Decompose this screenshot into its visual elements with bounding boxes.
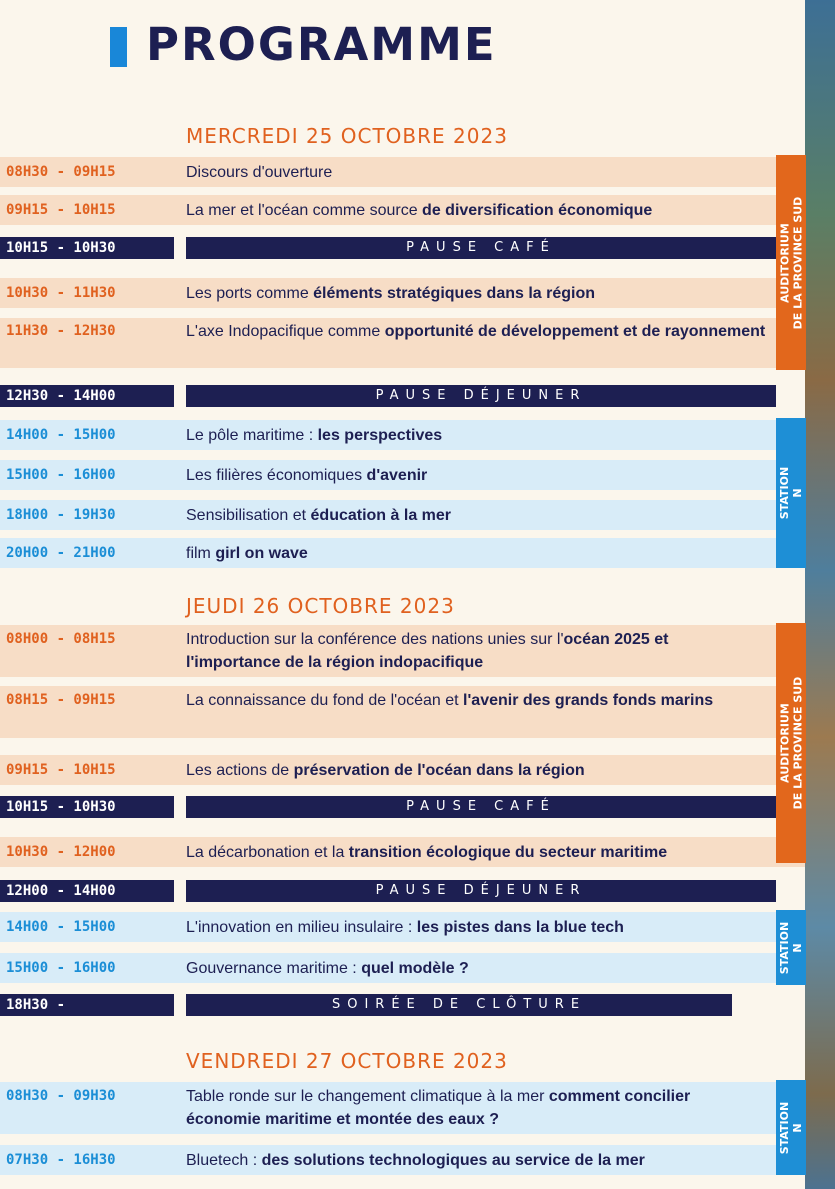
- session-row: [0, 318, 805, 368]
- session-row: [0, 278, 805, 308]
- session-title-text: Bluetech :: [186, 1151, 262, 1169]
- session-time: 08H30 - 09H30: [6, 1088, 116, 1104]
- session-title-bold: girl on wave: [215, 544, 308, 562]
- room-label-text: [778, 677, 804, 810]
- session-time: 11H30 - 12H30: [6, 323, 116, 339]
- room-line-1: AUDITORIUM: [778, 703, 792, 783]
- room-label-text: [778, 921, 804, 973]
- pause-label: PAUSE CAFÉ: [186, 796, 776, 818]
- room-line-2: DE LA PROVINCE SUD: [791, 676, 805, 810]
- session-row: [0, 837, 805, 867]
- session-title: [186, 504, 766, 527]
- session-title: [186, 1085, 766, 1131]
- session-title-bold: éléments stratégiques dans la région: [313, 284, 596, 302]
- room-label: [776, 910, 806, 985]
- session-row: [0, 912, 805, 942]
- room-line-1: STATION: [778, 1101, 792, 1154]
- session-title: [186, 161, 766, 184]
- session-time: 08H30 - 09H15: [6, 164, 116, 180]
- session-time: 15H00 - 16H00: [6, 960, 116, 976]
- session-title: [186, 628, 766, 674]
- session-title: [186, 282, 766, 305]
- session-title-bold: préservation de l'océan dans la région: [293, 761, 585, 779]
- session-row: [0, 460, 805, 490]
- session-title: [186, 841, 766, 864]
- session-title-text: L'innovation en milieu insulaire :: [186, 918, 417, 936]
- session-time: 09H15 - 10H15: [6, 762, 116, 778]
- room-label-text: [778, 1101, 804, 1153]
- pause-row: [0, 796, 835, 818]
- session-title-text: Sensibilisation et: [186, 506, 311, 524]
- session-title-text: Les filières économiques: [186, 466, 367, 484]
- session-row: [0, 686, 805, 738]
- session-title-text: film: [186, 544, 216, 562]
- room-label: [776, 155, 806, 370]
- session-time: 10H15 - 10H30: [0, 796, 174, 818]
- room-line-1: STATION: [778, 466, 792, 520]
- title-accent-bar: [110, 27, 127, 67]
- session-time: 08H00 - 08H15: [6, 631, 116, 647]
- session-title: [186, 759, 766, 782]
- session-time: 18H30 -: [0, 994, 174, 1016]
- session-row: [0, 500, 805, 530]
- session-title-bold: éducation à la mer: [310, 506, 452, 524]
- session-title-text: Gouvernance maritime :: [186, 959, 362, 977]
- room-label: [776, 623, 806, 863]
- session-time: 09H15 - 10H15: [6, 202, 116, 218]
- pause-label: SOIRÉE DE CLÔTURE: [186, 994, 732, 1016]
- session-title-bold: océan 2025 et l'importance de la région indopacifique: [186, 630, 669, 671]
- session-title: [186, 424, 766, 447]
- room-label: [776, 418, 806, 568]
- pause-label: PAUSE CAFÉ: [186, 237, 776, 259]
- room-line-1: AUDITORIUM: [778, 222, 792, 303]
- day-title: VENDREDI 27 OCTOBRE 2023: [186, 1049, 508, 1073]
- session-title-bold: des solutions technologiques au service de la mer: [261, 1151, 645, 1169]
- session-row: [0, 625, 805, 677]
- session-title-text: Les actions de: [186, 761, 294, 779]
- session-title-bold: les pistes dans la blue tech: [416, 918, 624, 936]
- session-title: [186, 916, 766, 939]
- session-time: 14H00 - 15H00: [6, 427, 116, 443]
- session-title-text: Les ports comme: [186, 284, 314, 302]
- session-time: 20H00 - 21H00: [6, 545, 116, 561]
- session-time: 12H00 - 14H00: [0, 880, 174, 902]
- pause-row: [0, 994, 835, 1016]
- session-title: [186, 1149, 766, 1172]
- session-title-bold: de diversification économique: [422, 201, 653, 219]
- room-line-2: N: [791, 488, 805, 498]
- session-title-text: Introduction sur la conférence des nations unies sur l': [186, 630, 564, 648]
- day-title: JEUDI 26 OCTOBRE 2023: [186, 594, 455, 618]
- session-title-text: Le pôle maritime :: [186, 426, 318, 444]
- page-header: [0, 18, 790, 78]
- session-title-text: La mer et l'océan comme source: [186, 201, 423, 219]
- day-title: MERCREDI 25 OCTOBRE 2023: [186, 124, 508, 148]
- session-time: 10H30 - 12H00: [6, 844, 116, 860]
- session-title-bold: comment concilier économie maritime et montée des eaux ?: [186, 1087, 691, 1128]
- session-title: [186, 689, 766, 712]
- session-row: [0, 538, 805, 568]
- session-row: [0, 755, 805, 785]
- session-row: [0, 1082, 805, 1134]
- session-row: [0, 157, 805, 187]
- session-title-bold: transition écologique du secteur maritime: [348, 843, 668, 861]
- session-time: 18H00 - 19H30: [6, 507, 116, 523]
- room-line-1: STATION: [778, 921, 792, 974]
- room-label-text: [778, 467, 804, 519]
- session-title-text: La connaissance du fond de l'océan et: [186, 691, 464, 709]
- session-title: [186, 199, 766, 222]
- session-title-bold: les perspectives: [317, 426, 443, 444]
- session-title-bold: opportunité de développement et de rayonnement: [384, 322, 766, 340]
- session-time: 10H30 - 11H30: [6, 285, 116, 301]
- session-row: [0, 420, 805, 450]
- room-line-2: N: [791, 1122, 805, 1133]
- session-title: [186, 542, 766, 565]
- session-time: 07H30 - 16H30: [6, 1152, 116, 1168]
- pause-label: PAUSE DÉJEUNER: [186, 385, 776, 407]
- session-time: 10H15 - 10H30: [0, 237, 174, 259]
- pause-label: PAUSE DÉJEUNER: [186, 880, 776, 902]
- session-title-text: Discours d'ouverture: [186, 163, 333, 181]
- room-label: [776, 1080, 806, 1175]
- page-title: PROGRAMME: [146, 18, 497, 71]
- pause-row: [0, 385, 835, 407]
- session-title-bold: d'avenir: [366, 466, 428, 484]
- session-title-bold: quel modèle ?: [361, 959, 469, 977]
- session-time: 15H00 - 16H00: [6, 467, 116, 483]
- session-row: [0, 953, 805, 983]
- pause-row: [0, 880, 835, 902]
- room-line-2: DE LA PROVINCE SUD: [791, 196, 805, 329]
- room-line-2: N: [791, 942, 805, 953]
- session-title: [186, 320, 766, 343]
- session-title-text: L'axe Indopacifique comme: [186, 322, 385, 340]
- pause-row: [0, 237, 835, 259]
- session-row: [0, 1145, 805, 1175]
- session-title: [186, 464, 766, 487]
- session-title: [186, 957, 766, 980]
- session-time: 14H00 - 15H00: [6, 919, 116, 935]
- room-label-text: [778, 196, 804, 329]
- session-time: 12H30 - 14H00: [0, 385, 174, 407]
- session-title-text: La décarbonation et la: [186, 843, 349, 861]
- session-title-text: Table ronde sur le changement climatique à la mer: [186, 1087, 549, 1105]
- session-time: 08H15 - 09H15: [6, 692, 116, 708]
- session-row: [0, 195, 805, 225]
- session-title-bold: l'avenir des grands fonds marins: [463, 691, 714, 709]
